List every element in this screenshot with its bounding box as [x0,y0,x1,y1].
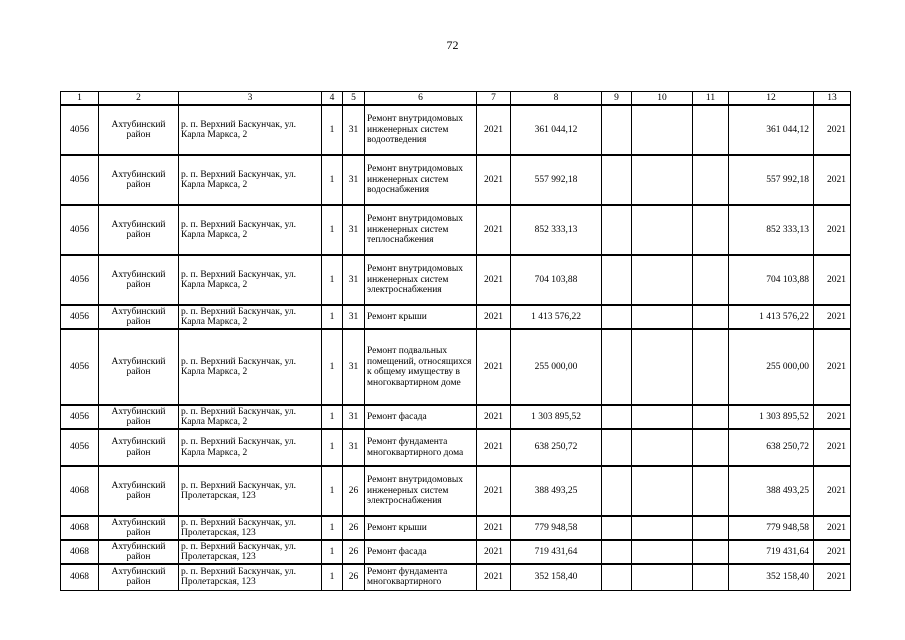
cell-district: Ахтубинский район [99,305,179,329]
cell-col13-year: 2021 [814,105,851,155]
cell-col11 [693,429,729,466]
cell-address: р. п. Верхний Баскунчак, ул. Пролетарская, 123 [179,540,322,564]
cell-col9 [602,105,632,155]
cell-col10 [632,564,693,590]
cell-year: 2021 [477,516,511,540]
cell-total-cost: 352 158,40 [511,564,602,590]
cell-col11 [693,540,729,564]
cell-col4: 1 [322,540,343,564]
cell-col12-cost: 704 103,88 [729,255,814,305]
cell-id: 4056 [61,205,99,255]
cell-district: Ахтубинский район [99,516,179,540]
cell-total-cost: 1 303 895,52 [511,405,602,429]
cell-year: 2021 [477,155,511,205]
cell-col4: 1 [322,205,343,255]
cell-id: 4056 [61,105,99,155]
cell-col10 [632,305,693,329]
column-header: 12 [729,92,814,106]
cell-col4: 1 [322,564,343,590]
table-row [61,205,851,255]
table-row [61,466,851,516]
cell-col11 [693,329,729,405]
cell-col4: 1 [322,329,343,405]
cell-col5: 31 [343,155,365,205]
cell-col5: 26 [343,516,365,540]
cell-col12-cost: 352 158,40 [729,564,814,590]
cell-year: 2021 [477,564,511,590]
cell-col9 [602,429,632,466]
cell-col5: 31 [343,329,365,405]
cell-work-type: Ремонт внутридомовых инженерных систем теплоснабжения [365,205,477,255]
cell-year: 2021 [477,540,511,564]
cell-col13-year: 2021 [814,405,851,429]
cell-col5: 31 [343,429,365,466]
column-header: 6 [365,92,477,106]
cell-col12-cost: 638 250,72 [729,429,814,466]
cell-district: Ахтубинский район [99,540,179,564]
cell-col5: 26 [343,564,365,590]
column-header: 9 [602,92,632,106]
cell-col12-cost: 255 000,00 [729,329,814,405]
cell-col5: 31 [343,255,365,305]
cell-id: 4056 [61,429,99,466]
cell-col12-cost: 719 431,64 [729,540,814,564]
header-row [61,92,851,106]
cell-col9 [602,516,632,540]
cell-col11 [693,564,729,590]
cell-col11 [693,516,729,540]
cell-address: р. п. Верхний Баскунчак, ул. Пролетарская, 123 [179,564,322,590]
table-header [61,92,851,106]
cell-address: р. п. Верхний Баскунчак, ул. Карла Маркса, 2 [179,255,322,305]
cell-col11 [693,305,729,329]
cell-col5: 31 [343,305,365,329]
cell-col5: 31 [343,105,365,155]
cell-col11 [693,205,729,255]
cell-work-type: Ремонт фасада [365,405,477,429]
cell-total-cost: 557 992,18 [511,155,602,205]
cell-col12-cost: 1 413 576,22 [729,305,814,329]
cell-year: 2021 [477,305,511,329]
cell-address: р. п. Верхний Баскунчак, ул. Карла Маркса, 2 [179,405,322,429]
repair-program-table [60,91,851,591]
table-row [61,405,851,429]
cell-col13-year: 2021 [814,155,851,205]
cell-district: Ахтубинский район [99,205,179,255]
column-header: 11 [693,92,729,106]
cell-col9 [602,305,632,329]
cell-col4: 1 [322,305,343,329]
cell-col4: 1 [322,516,343,540]
cell-district: Ахтубинский район [99,466,179,516]
cell-col13-year: 2021 [814,564,851,590]
cell-address: р. п. Верхний Баскунчак, ул. Карла Маркса, 2 [179,105,322,155]
cell-id: 4068 [61,564,99,590]
cell-address: р. п. Верхний Баскунчак, ул. Карла Маркса, 2 [179,155,322,205]
cell-district: Ахтубинский район [99,564,179,590]
cell-work-type: Ремонт крыши [365,516,477,540]
cell-col13-year: 2021 [814,466,851,516]
cell-district: Ахтубинский район [99,155,179,205]
cell-district: Ахтубинский район [99,405,179,429]
cell-id: 4056 [61,329,99,405]
cell-col4: 1 [322,429,343,466]
table-row [61,564,851,590]
column-header: 13 [814,92,851,106]
cell-total-cost: 852 333,13 [511,205,602,255]
table-body [61,105,851,590]
cell-id: 4068 [61,466,99,516]
cell-address: р. п. Верхний Баскунчак, ул. Карла Маркса, 2 [179,305,322,329]
cell-col13-year: 2021 [814,516,851,540]
cell-col9 [602,329,632,405]
cell-col9 [602,255,632,305]
table-row [61,429,851,466]
cell-col13-year: 2021 [814,205,851,255]
cell-year: 2021 [477,255,511,305]
cell-col12-cost: 779 948,58 [729,516,814,540]
cell-col13-year: 2021 [814,329,851,405]
cell-col4: 1 [322,405,343,429]
cell-col12-cost: 1 303 895,52 [729,405,814,429]
cell-district: Ахтубинский район [99,329,179,405]
cell-total-cost: 255 000,00 [511,329,602,405]
cell-col11 [693,466,729,516]
cell-address: р. п. Верхний Баскунчак, ул. Карла Маркса, 2 [179,205,322,255]
cell-address: р. п. Верхний Баскунчак, ул. Карла Маркса, 2 [179,429,322,466]
cell-total-cost: 704 103,88 [511,255,602,305]
cell-year: 2021 [477,205,511,255]
cell-col5: 31 [343,405,365,429]
cell-id: 4056 [61,305,99,329]
cell-col12-cost: 852 333,13 [729,205,814,255]
cell-col10 [632,466,693,516]
cell-work-type: Ремонт внутридомовых инженерных систем водоснабжения [365,155,477,205]
column-header: 5 [343,92,365,106]
cell-work-type: Ремонт внутридомовых инженерных систем электроснабжения [365,255,477,305]
cell-col13-year: 2021 [814,305,851,329]
cell-col9 [602,564,632,590]
cell-col9 [602,205,632,255]
column-header: 2 [99,92,179,106]
column-header: 7 [477,92,511,106]
cell-col10 [632,155,693,205]
cell-year: 2021 [477,466,511,516]
cell-col13-year: 2021 [814,429,851,466]
column-header: 1 [61,92,99,106]
cell-district: Ахтубинский район [99,429,179,466]
cell-col5: 26 [343,466,365,516]
table-row [61,540,851,564]
cell-total-cost: 719 431,64 [511,540,602,564]
cell-col10 [632,105,693,155]
cell-col10 [632,429,693,466]
cell-col10 [632,329,693,405]
page-number: 72 [446,38,459,52]
cell-work-type: Ремонт внутридомовых инженерных систем водоотведения [365,105,477,155]
cell-col10 [632,205,693,255]
cell-col11 [693,405,729,429]
cell-id: 4056 [61,405,99,429]
cell-col4: 1 [322,155,343,205]
cell-col10 [632,516,693,540]
cell-work-type: Ремонт фасада [365,540,477,564]
cell-col5: 31 [343,205,365,255]
cell-col4: 1 [322,255,343,305]
cell-col9 [602,466,632,516]
cell-address: р. п. Верхний Баскунчак, ул. Пролетарская, 123 [179,466,322,516]
cell-col5: 26 [343,540,365,564]
cell-work-type: Ремонт крыши [365,305,477,329]
table-row [61,516,851,540]
cell-col10 [632,540,693,564]
cell-total-cost: 388 493,25 [511,466,602,516]
cell-col12-cost: 361 044,12 [729,105,814,155]
cell-address: р. п. Верхний Баскунчак, ул. Пролетарская, 123 [179,516,322,540]
column-header: 8 [511,92,602,106]
cell-col13-year: 2021 [814,255,851,305]
cell-year: 2021 [477,105,511,155]
cell-work-type: Ремонт фундамента многоквартирного [365,564,477,590]
cell-id: 4056 [61,255,99,305]
cell-col12-cost: 388 493,25 [729,466,814,516]
cell-col4: 1 [322,466,343,516]
cell-address: р. п. Верхний Баскунчак, ул. Карла Маркса, 2 [179,329,322,405]
cell-id: 4056 [61,155,99,205]
cell-district: Ахтубинский район [99,255,179,305]
column-header: 3 [179,92,322,106]
cell-year: 2021 [477,405,511,429]
cell-total-cost: 1 413 576,22 [511,305,602,329]
cell-total-cost: 779 948,58 [511,516,602,540]
table-row [61,105,851,155]
cell-col9 [602,540,632,564]
cell-col9 [602,155,632,205]
table-row [61,155,851,205]
cell-id: 4068 [61,540,99,564]
cell-year: 2021 [477,429,511,466]
cell-total-cost: 638 250,72 [511,429,602,466]
cell-district: Ахтубинский район [99,105,179,155]
cell-col10 [632,405,693,429]
column-header: 10 [632,92,693,106]
cell-col9 [602,405,632,429]
cell-col11 [693,155,729,205]
cell-work-type: Ремонт подвальных помещений, относящихся к общему имуществу в многоквартирном доме [365,329,477,405]
cell-id: 4068 [61,516,99,540]
cell-col11 [693,255,729,305]
cell-work-type: Ремонт фундамента многоквартирного дома [365,429,477,466]
cell-total-cost: 361 044,12 [511,105,602,155]
cell-col11 [693,105,729,155]
table-row [61,255,851,305]
cell-col13-year: 2021 [814,540,851,564]
table-row [61,305,851,329]
cell-col4: 1 [322,105,343,155]
cell-col12-cost: 557 992,18 [729,155,814,205]
cell-col10 [632,255,693,305]
column-header: 4 [322,92,343,106]
cell-year: 2021 [477,329,511,405]
cell-work-type: Ремонт внутридомовых инженерных систем электроснабжения [365,466,477,516]
table-row [61,329,851,405]
